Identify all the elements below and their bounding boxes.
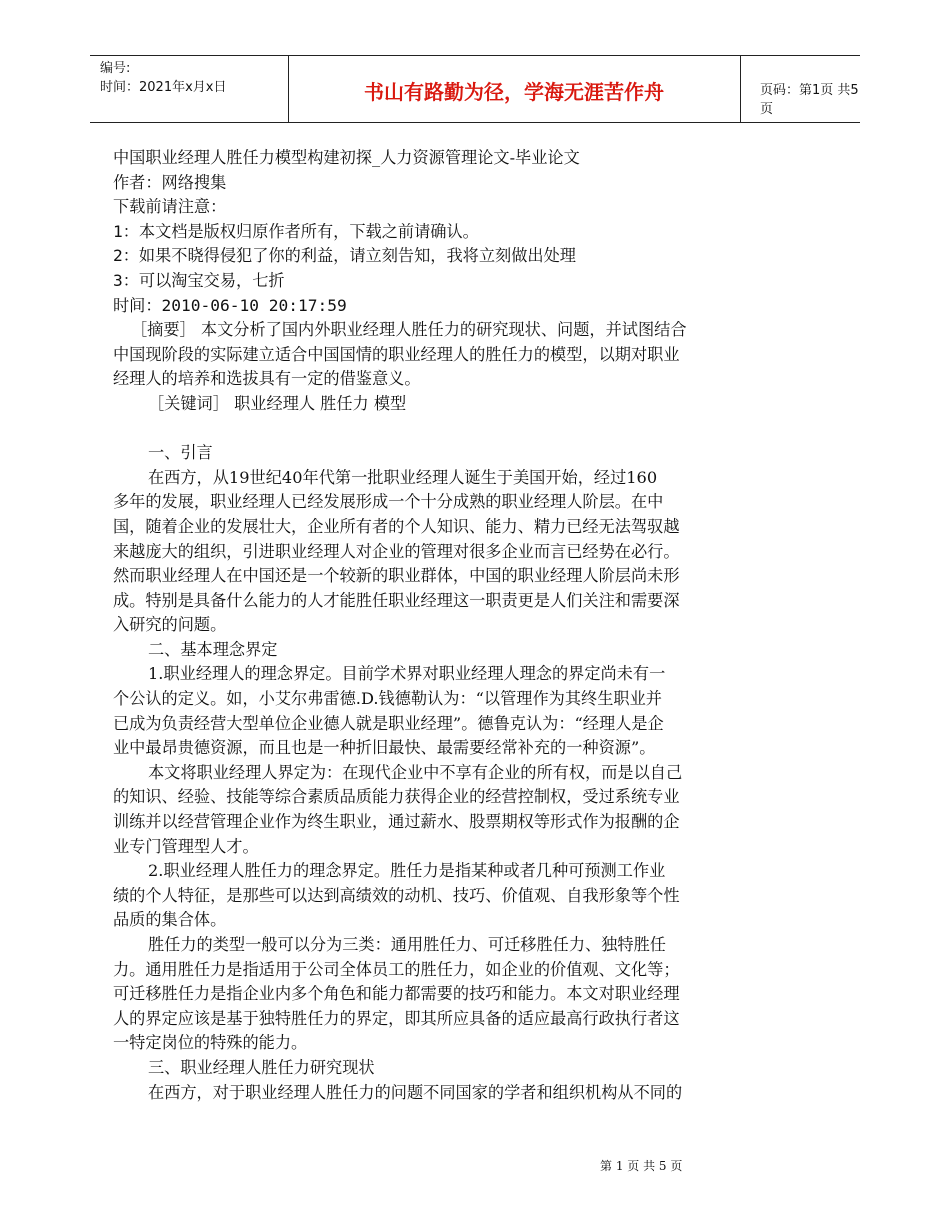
paragraph-line: 可迁移胜任力是指企业内多个角色和能力都需要的技巧和能力。本文对职业经理: [113, 984, 680, 1004]
paragraph-line: 国，随着企业的发展壮大，企业所有者的个人知识、能力、精力已经无法驾驭越: [113, 516, 680, 536]
header-meta: [100, 59, 226, 97]
header-divider-right: [740, 56, 741, 122]
document-body: [113, 146, 768, 1105]
paragraph-line: 然而职业经理人在中国还是一个较新的职业群体，中国的职业经理人阶层尚未形: [113, 566, 680, 586]
header-motto: 书山有路勤为径，学海无涯苦作舟: [364, 80, 664, 104]
paragraph-line: 在西方，从19世纪40年代第一批职业经理人诞生于美国开始，经过160: [148, 467, 658, 487]
paragraph-line: 本文将职业经理人界定为：在现代企业中不享有企业的所有权，而是以自己: [148, 762, 683, 782]
paragraph-line: 个公认的定义。如，小艾尔弗雷德.D.钱德勒认为：“以管理作为其终生职业并: [113, 689, 662, 709]
paragraph-line: 业专门管理型人才。: [113, 836, 259, 856]
abstract-line: 中国现阶段的实际建立适合中国国情的职业经理人的胜任力的模型，以期对职业: [113, 344, 680, 364]
paragraph-line: 人的界定应该是基于独特胜任力的界定，即其所应具备的适应最高行政执行者这: [113, 1008, 680, 1028]
paragraph-line: 的知识、经验、技能等综合素质品质能力获得企业的经营控制权，受过系统专业: [113, 787, 680, 807]
notice-heading: 下载前请注意：: [113, 197, 227, 217]
paragraph-line: 业中最昂贵德资源，而且也是一种折旧最快、最需要经常补充的一种资源”。: [113, 738, 656, 758]
paragraph-line: 品质的集合体。: [113, 910, 227, 930]
paragraph-line: 一特定岗位的特殊的能力。: [113, 1033, 308, 1053]
article-author: 作者：网络搜集: [113, 172, 227, 192]
paragraph-line: 在西方，对于职业经理人胜任力的问题不同国家的学者和组织机构从不同的: [148, 1082, 683, 1102]
document-time-label: 时间：2021年x月x日: [100, 80, 227, 95]
paragraph-line: 已成为负责经营大型单位企业德人就是职业经理”。德鲁克认为：“经理人是企: [113, 713, 664, 733]
paragraph-line: 力。通用胜任力是指适用于公司全体员工的胜任力，如企业的价值观、文化等；: [113, 959, 680, 979]
notice-item-1: 1：本文档是版权归原作者所有，下载之前请确认。: [113, 221, 479, 241]
header-page-info: 页码：第1页 共5页: [760, 83, 859, 117]
publish-timestamp: 时间：2010-06-10 20:17:59: [113, 295, 347, 315]
paragraph-line: 来越庞大的组织，引进职业经理人对企业的管理对很多企业而言已经势在必行。: [113, 541, 680, 561]
page-footer: 第 1 页 共 5 页: [600, 1159, 683, 1173]
section-heading-concepts: 二、基本理念界定: [148, 639, 278, 659]
paragraph-line: 1.职业经理人的理念界定。目前学术界对职业经理人理念的界定尚未有一: [148, 664, 666, 684]
document-number-label: 编号:: [100, 61, 131, 76]
section-heading-research: 三、职业经理人胜任力研究现状: [148, 1057, 375, 1077]
page-header: [90, 55, 860, 123]
section-heading-intro: 一、引言: [148, 443, 213, 463]
keywords-line: ［关键词］ 职业经理人 胜任力 模型: [148, 393, 407, 413]
paragraph-line: 训练并以经营管理企业作为终生职业，通过薪水、股票期权等形式作为报酬的企: [113, 812, 680, 832]
notice-item-2: 2：如果不晓得侵犯了你的利益，请立刻告知，我将立刻做出处理: [113, 246, 576, 266]
abstract-line: ［摘要］ 本文分析了国内外职业经理人胜任力的研究现状、问题，并试图结合: [131, 320, 687, 340]
paragraph-line: 成。特别是具备什么能力的人才能胜任职业经理这一职责更是人们关注和需要深: [113, 590, 680, 610]
paragraph-line: 绩的个人特征，是那些可以达到高绩效的动机、技巧、价值观、自我形象等个性: [113, 885, 680, 905]
article-title: 中国职业经理人胜任力模型构建初探_人力资源管理论文-毕业论文: [113, 148, 580, 167]
paragraph-line: 2.职业经理人胜任力的理念界定。胜任力是指某种或者几种可预测工作业: [148, 861, 666, 881]
blank-line: [113, 417, 768, 442]
paragraph-line: 入研究的问题。: [113, 615, 227, 635]
notice-item-3: 3：可以淘宝交易，七折: [113, 270, 285, 290]
paragraph-line: 胜任力的类型一般可以分为三类：通用胜任力、可迁移胜任力、独特胜任: [148, 935, 666, 954]
abstract-line: 经理人的培养和选拔具有一定的借鉴意义。: [113, 369, 421, 389]
paragraph-line: 多年的发展，职业经理人已经发展形成一个十分成熟的职业经理人阶层。在中: [113, 492, 664, 512]
